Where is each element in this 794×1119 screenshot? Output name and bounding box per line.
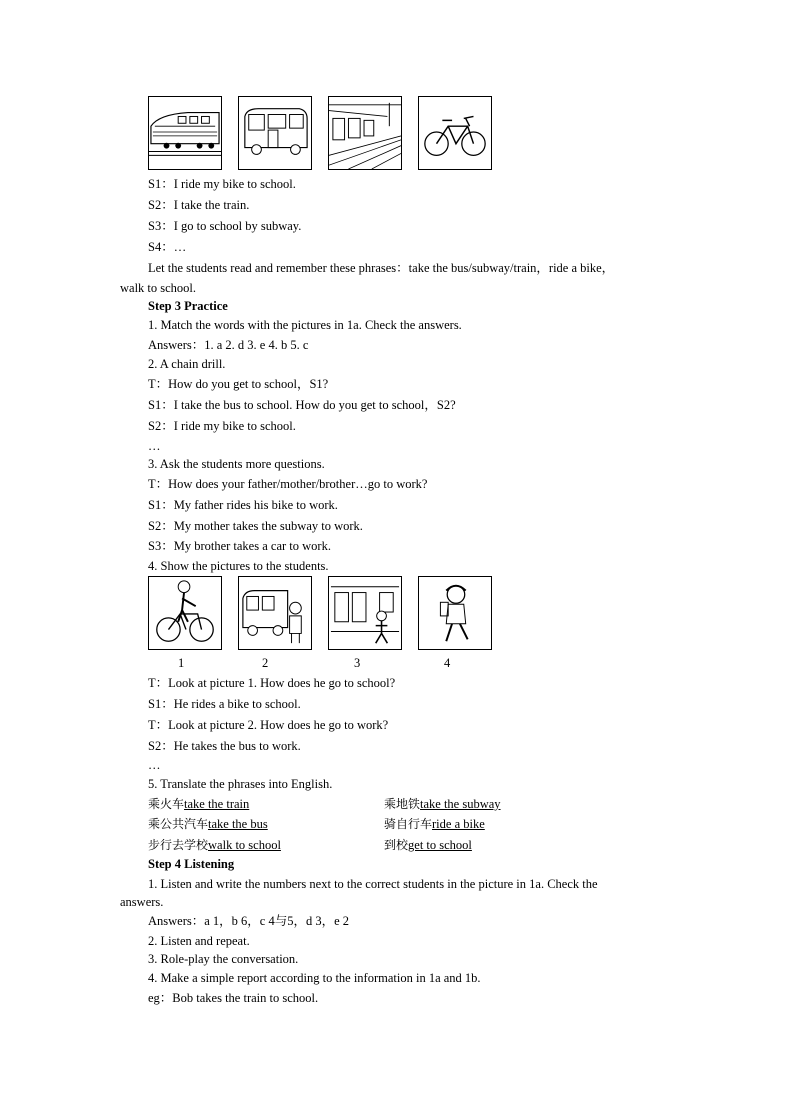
step3-answers: Answers：1. a 2. d 3. e 4. b 5. c <box>148 338 309 352</box>
translation-cn: 骑自行车 <box>384 817 433 831</box>
step3-t4: T：Look at picture 2. How does he go to work? <box>148 718 389 732</box>
bike-picture <box>418 96 492 170</box>
translation-en: walk to school <box>208 838 281 852</box>
step3-ellipsis2: … <box>148 758 161 772</box>
translation-en: ride a bike <box>432 817 485 831</box>
step3-item1: 1. Match the words with the pictures in 1a. Check the answers. <box>148 318 462 332</box>
picture-number-3: 3 <box>354 656 361 670</box>
man-bus-icon <box>239 577 311 649</box>
step3-s1: S1：I take the bus to school. How do you get to school，S2? <box>148 398 456 412</box>
step3-s1c: S1：He rides a bike to school. <box>148 697 301 711</box>
step3-item5: 5. Translate the phrases into English. <box>148 777 333 791</box>
boy-subway-icon <box>329 577 401 649</box>
subway-picture <box>328 96 402 170</box>
step3-s3b: S3：My brother takes a car to work. <box>148 539 331 553</box>
translation-row <box>384 816 485 832</box>
translation-row <box>384 796 501 812</box>
bus-picture <box>238 96 312 170</box>
step4-item2: 2. Listen and repeat. <box>148 934 250 948</box>
step4-answers: Answers：a 1，b 6，c 4与5，d 3，e 2 <box>148 914 350 928</box>
step3-heading: Step 3 Practice <box>148 299 228 313</box>
bike-icon <box>419 97 491 169</box>
step3-s2c: S2：He takes the bus to work. <box>148 739 301 753</box>
train-picture <box>148 96 222 170</box>
step3-t2: T：How does your father/mother/brother…go to work? <box>148 477 428 491</box>
intro-s3: S3：I go to school by subway. <box>148 219 302 233</box>
girl-walking-icon <box>419 577 491 649</box>
intro-s2: S2：I take the train. <box>148 198 250 212</box>
boy-bike-picture <box>148 576 222 650</box>
step3-item3: 3. Ask the students more questions. <box>148 457 325 471</box>
step4-item4: 4. Make a simple report according to the information in 1a and 1b. <box>148 971 481 985</box>
picture-number-1: 1 <box>178 656 185 670</box>
step4-item3: 3. Role-play the conversation. <box>148 952 299 966</box>
step3-t3: T：Look at picture 1. How does he go to school? <box>148 676 396 690</box>
translation-cn: 乘公共汽车 <box>148 817 209 831</box>
step3-ellipsis: … <box>148 439 161 453</box>
train-icon <box>149 97 221 169</box>
step3-t1: T：How do you get to school，S1? <box>148 377 329 391</box>
step3-item4: 4. Show the pictures to the students. <box>148 559 329 573</box>
translation-row <box>148 796 249 812</box>
translation-row <box>148 837 281 853</box>
step3-s2: S2：I ride my bike to school. <box>148 419 296 433</box>
picture-number-2: 2 <box>262 656 269 670</box>
girl-walking-picture <box>418 576 492 650</box>
intro-s1: S1：I ride my bike to school. <box>148 177 296 191</box>
translation-en: get to school <box>408 838 472 852</box>
intro-s4: S4：… <box>148 240 187 254</box>
bus-icon <box>239 97 311 169</box>
step3-item2: 2. A chain drill. <box>148 357 226 371</box>
translation-en: take the subway <box>420 797 501 811</box>
step3-s2b: S2：My mother takes the subway to work. <box>148 519 363 533</box>
picture-number-4: 4 <box>444 656 451 670</box>
translation-cn: 到校 <box>384 838 409 852</box>
step4-heading: Step 4 Listening <box>148 857 235 871</box>
step3-s1b: S1：My father rides his bike to work. <box>148 498 338 512</box>
translation-row <box>384 837 472 853</box>
translation-en: take the train <box>184 797 250 811</box>
boy-subway-picture <box>328 576 402 650</box>
intro-phrases-cont: walk to school. <box>120 281 197 295</box>
translation-cn: 步行去学校 <box>148 838 209 852</box>
man-bus-picture <box>238 576 312 650</box>
step4-item1: 1. Listen and write the numbers next to the correct students in the picture in 1a. Check the <box>148 877 598 891</box>
subway-icon <box>329 97 401 169</box>
translation-en: take the bus <box>208 817 268 831</box>
intro-phrases: Let the students read and remember these phrases：take the bus/subway/train，ride a bike， <box>148 261 615 275</box>
translation-row <box>148 816 268 832</box>
step4-item1-cont: answers. <box>120 895 164 909</box>
translation-cn: 乘地铁 <box>384 797 421 811</box>
step4-eg: eg：Bob takes the train to school. <box>148 991 319 1005</box>
translation-cn: 乘火车 <box>148 797 185 811</box>
boy-riding-bike-icon <box>149 577 221 649</box>
